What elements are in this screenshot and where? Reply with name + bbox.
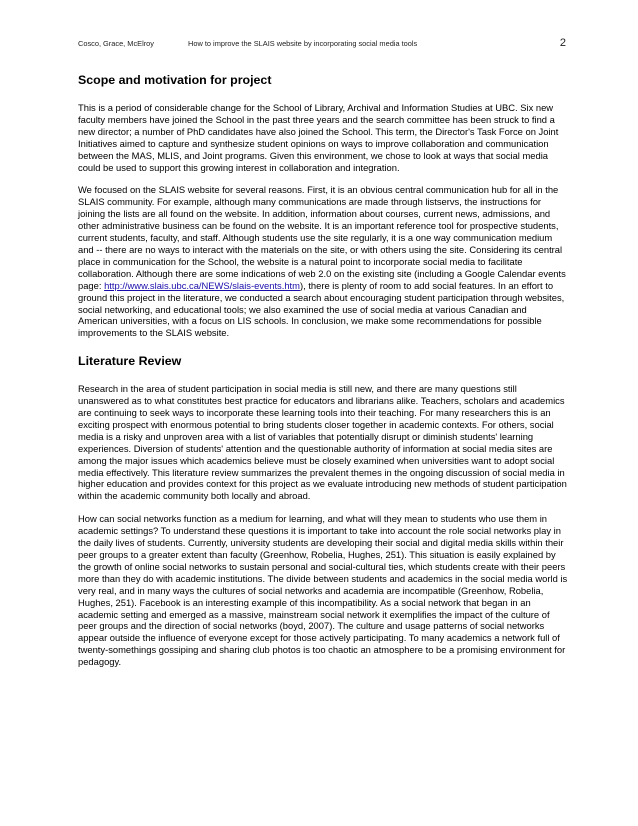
scope-paragraph-1: This is a period of considerable change for the School of Library, Archival and Information Studies at UBC. Six new faculty members have joined the School in the past three years and the search committee has been struck to find a new director; a number of PhD candidates have also joined the School. This term, the Director's Task Force on Joint Initiatives aimed to capture and synthesize student opinions on ways to improve collaboration and communication between the MAS, MLIS, and Joint programs. Given this environment, we chose to look at ways that social media could be used to support this growing interest in collaboration and integration.	[78, 102, 559, 173]
slais-events-link[interactable]: http://www.slais.ubc.ca/NEWS/slais-events.htm	[104, 279, 300, 291]
page-number: 2	[559, 37, 566, 49]
scope-paragraph-2-text-a: We focused on the SLAIS website for several reasons. First, it is an obvious central communication hub for all in the SLAIS community. For example, although many communications are made through listservs, the instructions for joining the lists are all found on the website. In addition, information about courses, current news, admissions, and other administrative business can be found on the website. It is an important reference tool for prospective students, current students, faculty, and staff. Although students use the site regularly, it is a one way communication medium and -- there are no ways to interact with the materials on the site, or with others using the site. Considering its central place in communication for the School, the website is a natural point to incorporate social media to facilitate collaboration. Although there are some indications of web 2.0 on the existing site (including a Google Calendar events page:	[78, 184, 566, 291]
document-body	[78, 72, 568, 679]
literature-paragraph-2: How can social networks function as a medium for learning, and what will they mean to students who use them in academic settings? To understand these questions it is important to take into account the role social networks play in the daily lives of students. Currently, university students are developing their social and digital media skills within their peer groups to a greater extent than faculty (Greenhow, Robelia, Hughes, 251). This situation is easily explained by the growth of online social networks to sustain personal and social-cultural ties, which students create with their peers more than they do with academic institutions. The divide between students and academics in the social media world is very real, and in many ways the cultures of social networks and academia are incompatible (Greenhow, Robelia, Hughes, 251). Facebook is an interesting example of this incompatibility. As a social network that began in an academic setting and emerged as a massive, mainstream social network it exemplifies the impact of the culture of peer groups and the direction of social networks (boyd, 2007). The culture and usage patterns of social networks appear outside the influence of everyone except for those actively participating. To many academics a network full of twenty-somethings gossiping and sharing club photos is too chaotic an atmosphere to be a promising environment for pedagogy.	[78, 513, 568, 668]
page-header	[78, 38, 566, 52]
scope-paragraph-2-text-b: ), there is plenty of room to add social features. In an effort to ground this project in the literature, we conducted a search about encouraging student participation through websites, social networking, and educational tools; we also examined the use of social media at various Canadian and American universities, with a focus on LIS schools. In conclusion, we make some recommendations for possible improvements to the SLAIS website.	[78, 279, 565, 339]
header-title: How to improve the SLAIS website by incorporating social media tools	[188, 39, 418, 48]
header-authors: Cosco, Grace, McElroy	[78, 39, 154, 48]
scope-heading: Scope and motivation for project	[78, 73, 272, 87]
scope-paragraph-2	[78, 184, 568, 339]
literature-heading: Literature Review	[78, 354, 182, 369]
literature-paragraph-1: Research in the area of student participation in social media is still new, and there are many questions still unanswered as to what constitutes best practice for educators and librarians alike. Teachers, scholars and academics are continuing to seek ways to incorporate these learning tools into their teaching. For many researchers this is an exciting prospect with enormous potential to bring students closer together in academic contexts. For others, social media is a risky and unproven area with a list of variables that potentially disrupt or diminish students' learning experiences. Diversion of students' attention and the questionable authority of information at social media sites are among the major issues which academics believe must be closely examined when universities want to adopt social media effectively. This literature review summarizes the prevalent themes in the ongoing discussion of social media in higher education and provides context for this project as we evaluate introducing new methods of student participation within the academic community both locally and abroad.	[78, 383, 567, 502]
